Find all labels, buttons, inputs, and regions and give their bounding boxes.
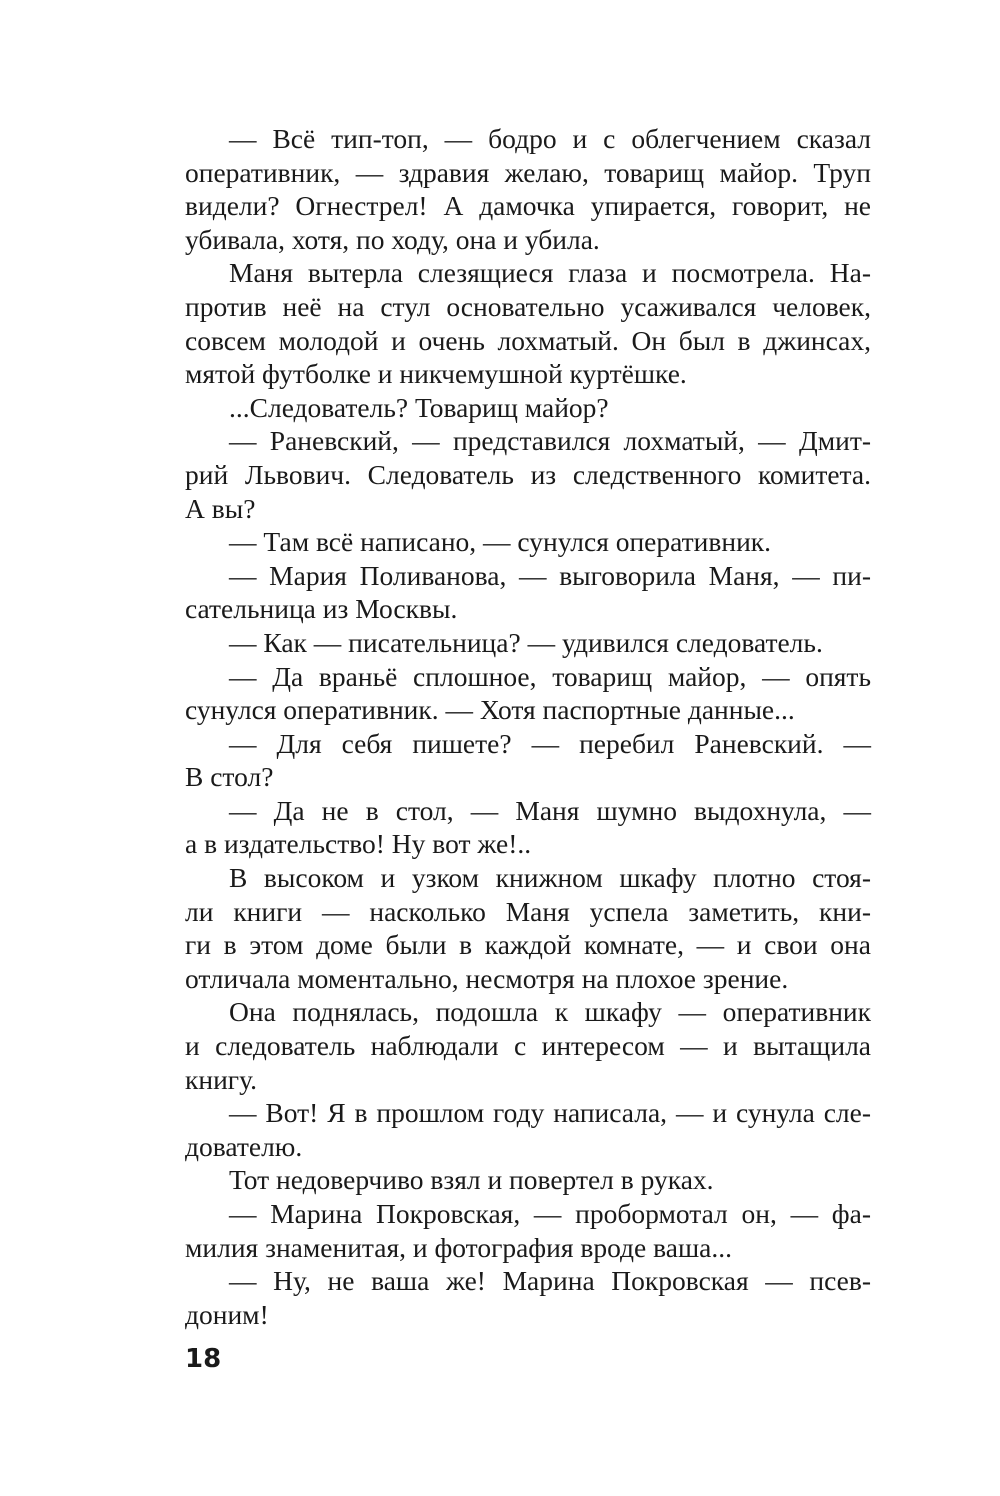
paragraph: [185, 1096, 871, 1163]
text-line: — Раневский, — представился лохматый, — Дмит-: [229, 425, 871, 457]
text-line: ли книги — насколько Маня успела заметить, кни-: [185, 895, 871, 927]
text-line: дователю.: [185, 1130, 303, 1162]
paragraph: [185, 861, 871, 995]
paragraph: [185, 1264, 871, 1331]
paragraph: [185, 995, 871, 1096]
text-line: совсем молодой и очень лохматый. Он был в джинсах,: [185, 324, 871, 356]
paragraph: [185, 559, 871, 626]
text-line: рий Львович. Следователь из следственного комитета.: [185, 458, 871, 490]
paragraph: [185, 424, 871, 525]
text-line: доним!: [185, 1298, 269, 1330]
text-line: сунулся оперативник. — Хотя паспортные данные...: [185, 694, 795, 726]
page-number: 18: [185, 1344, 222, 1374]
text-line: Тот недоверчиво взял и повертел в руках.: [229, 1164, 714, 1196]
paragraph: [185, 1197, 871, 1264]
text-line: мятой футболке и никчемушной куртёшке.: [185, 358, 687, 390]
text-line: В стол?: [185, 761, 274, 793]
text-line: — Да не в стол, — Маня шумно выдохнула, —: [229, 794, 871, 826]
paragraph: [185, 391, 871, 425]
text-line: А вы?: [185, 492, 256, 524]
text-line: — Вот! Я в прошлом году написала, — и сунула сле-: [229, 1097, 871, 1129]
text-line: оперативник, — здравия желаю, товарищ майор. Труп: [185, 156, 871, 188]
text-line: — Всё тип-топ, — бодро и с облегчением сказал: [229, 123, 871, 154]
text-line: — Мария Поливанова, — выговорила Маня, — пи-: [229, 559, 871, 591]
text-line: ...Следователь? Товарищ майор?: [229, 391, 609, 423]
text-line: убивала, хотя, по ходу, она и убила.: [185, 223, 600, 255]
text-line: Она поднялась, подошла к шкафу — оперативник: [229, 996, 871, 1028]
paragraph: [185, 525, 871, 559]
text-line: В высоком и узком книжном шкафу плотно стоя-: [229, 862, 871, 894]
text-line: а в издательство! Ну вот же!..: [185, 828, 532, 860]
text-line: книгу.: [185, 1063, 257, 1095]
text-line: ги в этом доме были в каждой комнате, — и свои она: [185, 929, 871, 961]
text-line: сательница из Москвы.: [185, 593, 458, 625]
paragraph: [185, 660, 871, 727]
text-line: видели? Огнестрел! А дамочка упирается, говорит, не: [185, 190, 871, 222]
paragraph: [185, 256, 871, 390]
text-line: Маня вытерла слезящиеся глаза и посмотрела. На-: [229, 257, 871, 289]
paragraph: [185, 794, 871, 861]
text-line: — Для себя пишете? — перебил Раневский. —: [229, 727, 871, 759]
text-line: и следователь наблюдали с интересом — и вытащила: [185, 1030, 871, 1062]
text-line: — Марина Покровская, — пробормотал он, — фа-: [229, 1198, 871, 1229]
paragraph: [185, 122, 871, 256]
text-line: — Да враньё сплошное, товарищ майор, — опять: [229, 660, 871, 692]
body-text: [185, 122, 871, 1331]
text-line: милия знаменитая, и фотография вроде ваша...: [185, 1231, 732, 1263]
text-line: — Ну, не ваша же! Марина Покровская — псев-: [229, 1265, 871, 1297]
text-line: отличала моментально, несмотря на плохое зрение.: [185, 962, 789, 994]
paragraph: [185, 1163, 871, 1197]
paragraph: [185, 727, 871, 794]
text-line: — Как — писательница? — удивился следователь.: [229, 626, 823, 658]
paragraph: [185, 626, 871, 660]
text-line: против неё на стул основательно усаживался человек,: [185, 290, 871, 322]
text-line: — Там всё написано, — сунулся оперативник.: [229, 526, 772, 558]
